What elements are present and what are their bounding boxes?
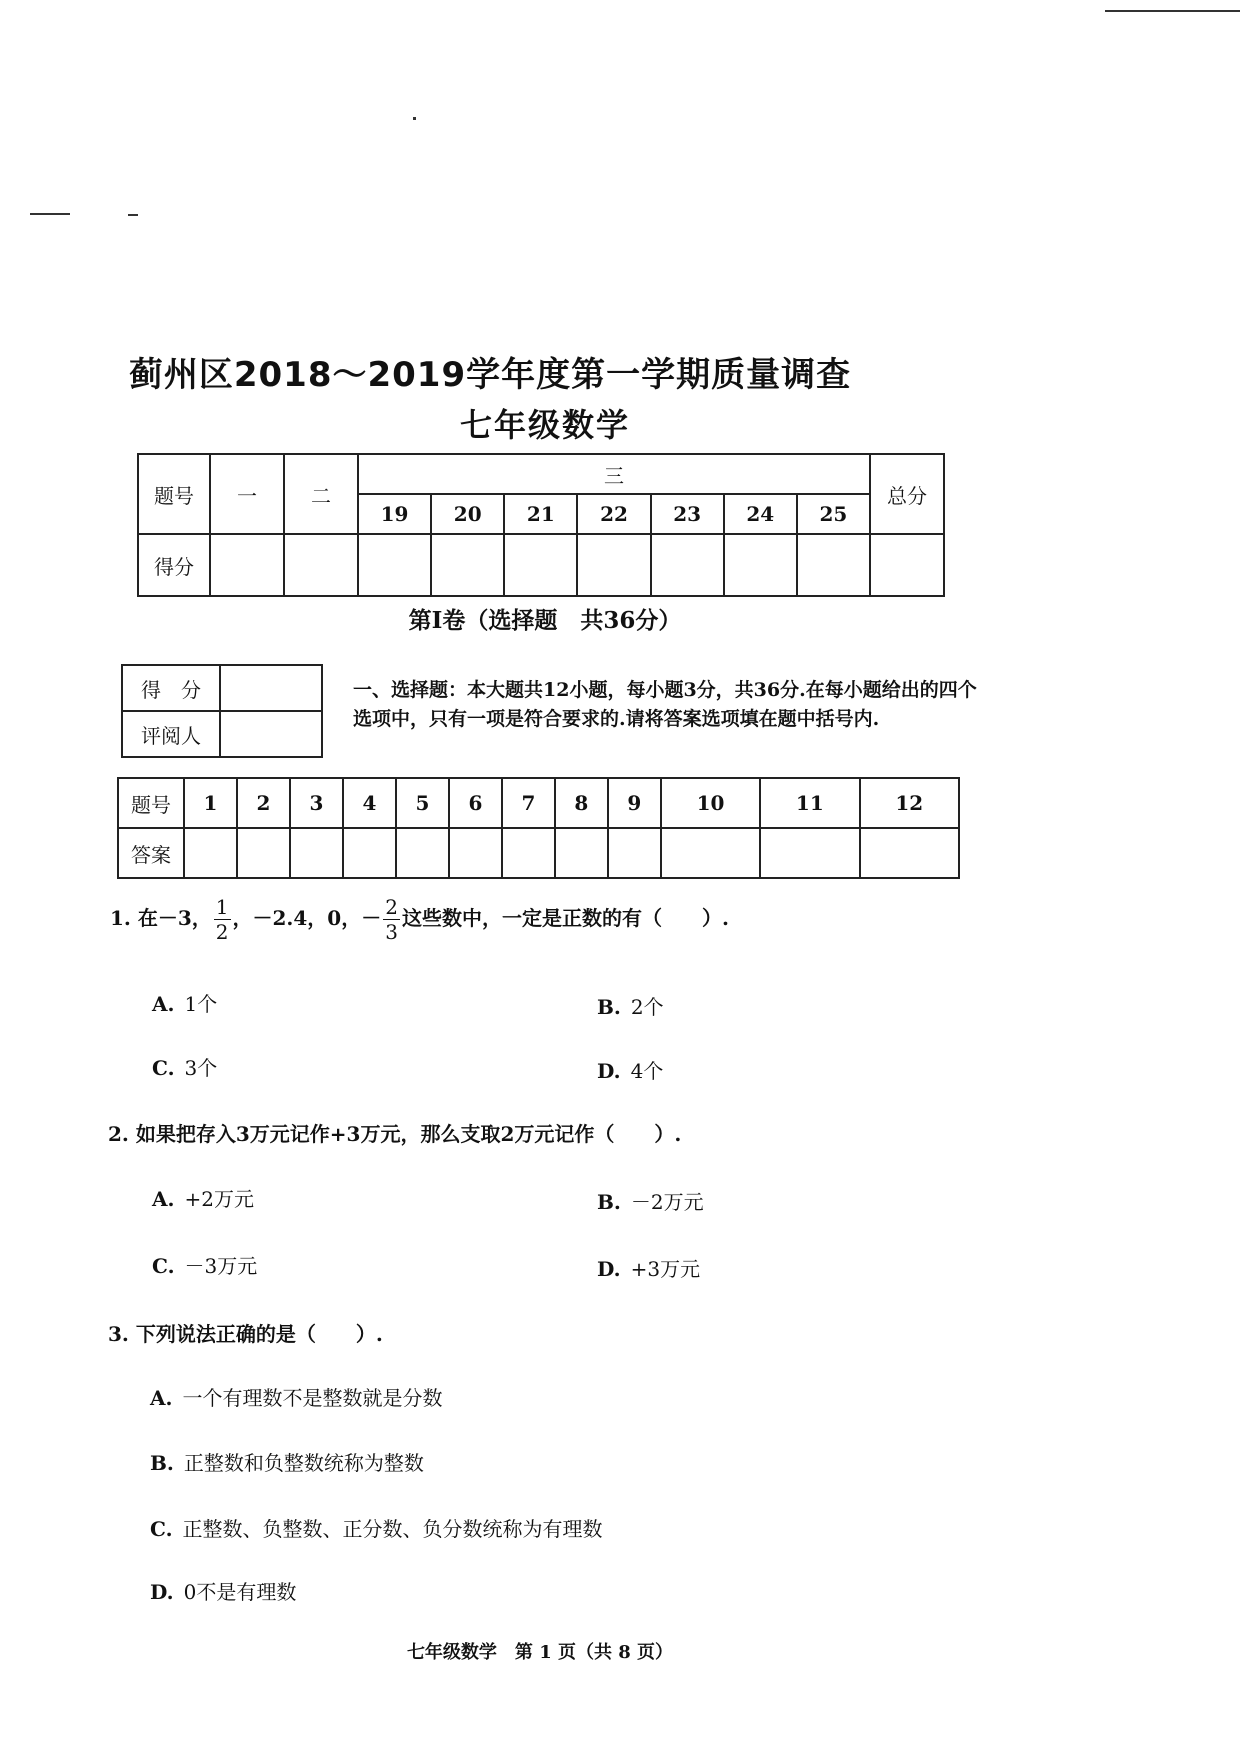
- answer-table-number: 7: [502, 778, 555, 828]
- scan-mark: [30, 213, 70, 215]
- grader-score-label: 得 分: [122, 665, 220, 711]
- option-d: [597, 1253, 700, 1282]
- grader-reviewer-label: 评阅人: [122, 711, 220, 757]
- page-footer: 七年级数学 第 1 页（共 8 页）: [406, 1642, 674, 1663]
- option-label: D.: [597, 1059, 621, 1083]
- score-table-header-label: 题号: [138, 454, 210, 534]
- fraction-numerator: 2: [385, 895, 398, 919]
- score-cell: [724, 534, 797, 596]
- score-cell-total: [870, 534, 944, 596]
- score-cell: [358, 534, 431, 596]
- question-2: [108, 1118, 681, 1147]
- answer-table-number: 4: [343, 778, 396, 828]
- option-b: [597, 1186, 704, 1215]
- scan-mark: [413, 117, 416, 120]
- section-instructions: 一、选择题：本大题共12小题，每小题3分，共36分.在每小题给出的四个选项中，只有一项是符合要求的.请将答案选项填在题中括号内.: [353, 679, 977, 730]
- score-table-part-2: 二: [284, 454, 358, 534]
- option-text: 一个有理数不是整数就是分数: [182, 1386, 443, 1410]
- score-table-part-1: 一: [210, 454, 284, 534]
- scan-mark: [1105, 10, 1240, 12]
- grader-score-cell: [220, 665, 322, 711]
- option-a: [152, 1183, 254, 1212]
- score-table-q-number: 25: [797, 494, 870, 534]
- question-number: 1.: [110, 906, 131, 930]
- option-label: C.: [150, 1517, 173, 1541]
- question-text: 这些数中，一定是正数的有（ ）.: [401, 906, 729, 930]
- score-cell: [504, 534, 577, 596]
- question-3: [108, 1318, 383, 1347]
- answer-cell: [290, 828, 343, 878]
- exam-title: 蓟州区2018～2019学年度第一学期质量调查: [128, 355, 852, 395]
- option-label: C.: [152, 1056, 175, 1080]
- answer-cell: [860, 828, 959, 878]
- scan-mark: [128, 214, 138, 216]
- score-cell: [651, 534, 724, 596]
- exam-subtitle: 七年级数学: [459, 406, 630, 444]
- score-table-q-number: 22: [577, 494, 650, 534]
- option-text: 3个: [184, 1056, 218, 1080]
- question-text: 在－3，: [137, 906, 212, 930]
- option-text: +3万元: [630, 1257, 701, 1281]
- answer-cell: [343, 828, 396, 878]
- option-a: [150, 1382, 442, 1411]
- option-text: －3万元: [184, 1254, 258, 1278]
- question-text: ，－2.4，0，－: [232, 906, 382, 930]
- score-table-q-number: 21: [504, 494, 577, 534]
- option-label: B.: [597, 995, 621, 1019]
- section-title: 第Ⅰ卷（选择题 共36分）: [408, 607, 682, 634]
- option-label: D.: [150, 1580, 174, 1604]
- score-cell: [284, 534, 358, 596]
- answer-cell: [661, 828, 760, 878]
- answer-table-number: 8: [555, 778, 608, 828]
- question-text: 如果把存入3万元记作+3万元，那么支取2万元记作（ ）.: [135, 1122, 682, 1146]
- option-text: 正整数和负整数统称为整数: [183, 1451, 424, 1475]
- answer-cell: [449, 828, 502, 878]
- grader-reviewer-cell: [220, 711, 322, 757]
- option-c: [152, 1052, 217, 1081]
- answer-table-number: 1: [184, 778, 237, 828]
- answer-table-number: 9: [608, 778, 661, 828]
- answer-cell: [396, 828, 449, 878]
- score-table: [137, 453, 945, 597]
- option-a: [152, 988, 217, 1017]
- score-cell: [797, 534, 870, 596]
- score-table-part-3: 三: [358, 454, 870, 494]
- question-text: 下列说法正确的是（ ）.: [135, 1322, 383, 1346]
- score-cell: [577, 534, 650, 596]
- score-table-q-number: 19: [358, 494, 431, 534]
- score-table-q-number: 20: [431, 494, 504, 534]
- answer-cell: [760, 828, 859, 878]
- option-b: [150, 1447, 424, 1476]
- answer-cell: [608, 828, 661, 878]
- option-text: 正整数、负整数、正分数、负分数统称为有理数: [182, 1517, 603, 1541]
- score-table-score-label: 得分: [138, 534, 210, 596]
- answer-table-number: 5: [396, 778, 449, 828]
- fraction-numerator: 1: [215, 895, 229, 919]
- option-text: +2万元: [184, 1187, 254, 1211]
- option-b: [597, 991, 664, 1020]
- answer-cell: [184, 828, 237, 878]
- option-label: B.: [597, 1190, 621, 1214]
- fraction: [214, 895, 231, 944]
- option-c: [150, 1513, 603, 1542]
- option-text: 1个: [184, 992, 218, 1016]
- score-table-q-number: 24: [724, 494, 797, 534]
- answer-cell: [555, 828, 608, 878]
- question-number: 2.: [108, 1122, 129, 1146]
- answer-table: [117, 777, 960, 879]
- answer-cell: [237, 828, 290, 878]
- option-label: C.: [152, 1254, 175, 1278]
- option-text: 4个: [630, 1059, 664, 1083]
- option-d: [150, 1576, 296, 1605]
- score-table-total-label: 总分: [870, 454, 944, 534]
- option-text: －2万元: [630, 1190, 704, 1214]
- option-text: 0不是有理数: [183, 1580, 297, 1604]
- answer-table-number: 12: [860, 778, 959, 828]
- answer-table-answer-label: 答案: [118, 828, 184, 878]
- fraction-denominator: 3: [385, 920, 398, 944]
- question-number: 3.: [108, 1322, 129, 1346]
- answer-table-number: 2: [237, 778, 290, 828]
- score-cell: [210, 534, 284, 596]
- answer-table-header-label: 题号: [118, 778, 184, 828]
- option-d: [597, 1055, 663, 1084]
- fraction-denominator: 2: [215, 920, 229, 944]
- answer-table-number: 11: [760, 778, 859, 828]
- option-label: A.: [150, 1386, 173, 1410]
- option-label: A.: [152, 992, 175, 1016]
- option-text: 2个: [630, 995, 664, 1019]
- question-1: [110, 895, 729, 944]
- option-label: A.: [152, 1187, 175, 1211]
- answer-table-number: 6: [449, 778, 502, 828]
- score-cell: [431, 534, 504, 596]
- answer-cell: [502, 828, 555, 878]
- answer-table-number: 3: [290, 778, 343, 828]
- option-c: [152, 1250, 257, 1279]
- option-label: D.: [597, 1257, 621, 1281]
- grader-box: [121, 664, 323, 758]
- answer-table-number: 10: [661, 778, 760, 828]
- option-label: B.: [150, 1451, 174, 1475]
- score-table-q-number: 23: [651, 494, 724, 534]
- fraction: [383, 895, 400, 944]
